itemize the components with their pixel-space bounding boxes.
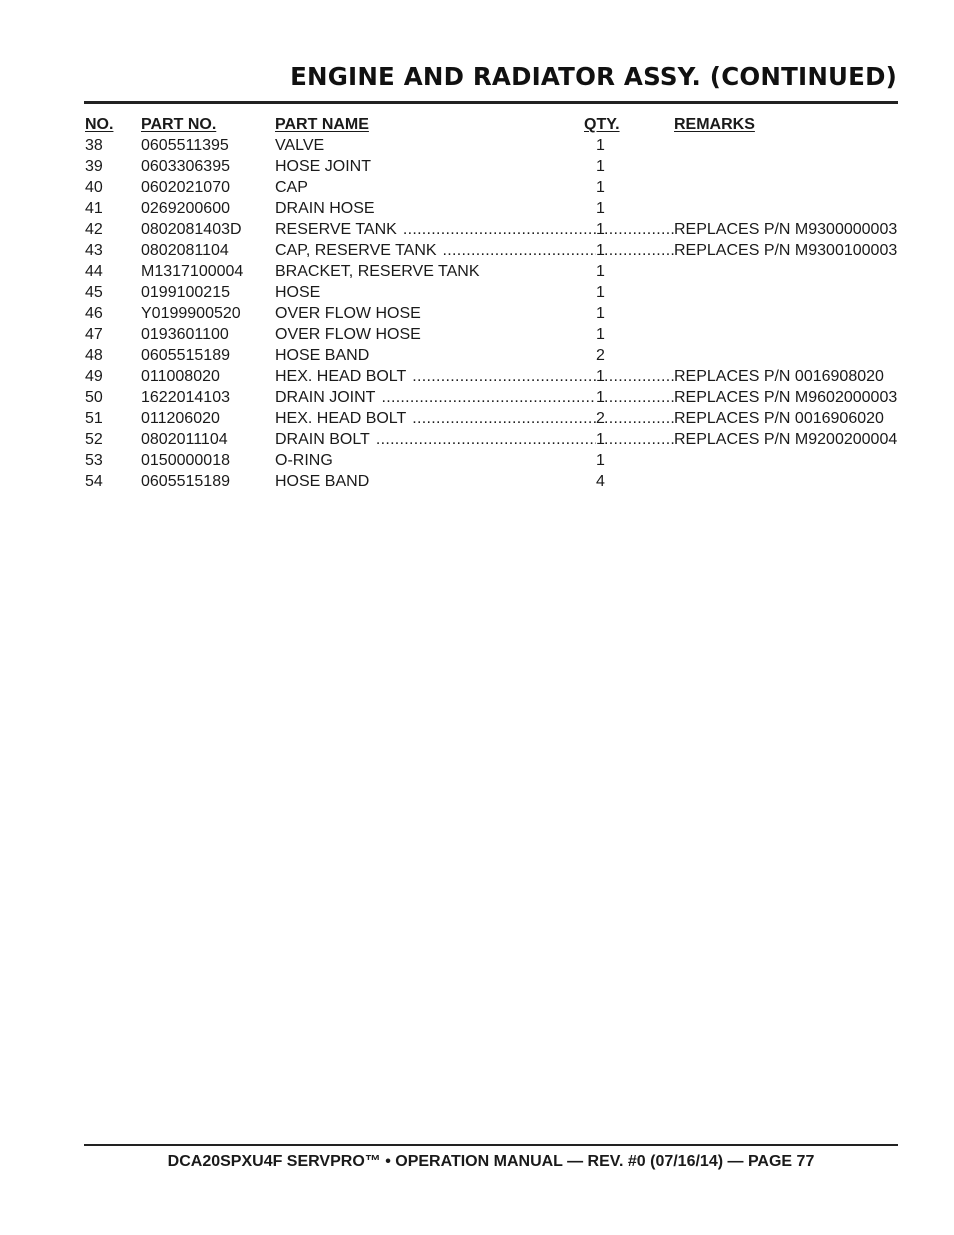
- row-no: 49: [85, 368, 103, 385]
- header-part-no: PART NO.: [141, 116, 217, 133]
- dot-leader: [604, 366, 674, 387]
- row-no: 48: [85, 347, 103, 364]
- row-remarks: REPLACES P/N M9300100003: [674, 242, 898, 259]
- row-qty: 1: [596, 389, 605, 406]
- row-part-no: 0605515189: [141, 347, 230, 364]
- header-remarks: REMARKS: [674, 116, 755, 133]
- row-part-name: HEX. HEAD BOLT: [275, 368, 407, 385]
- row-part-name: O-RING: [275, 452, 333, 469]
- row-part-name: DRAIN JOINT: [275, 389, 376, 406]
- row-qty: 1: [596, 305, 605, 322]
- row-no: 38: [85, 137, 103, 154]
- row-part-name: RESERVE TANK: [275, 221, 397, 238]
- row-part-name-leader: [275, 366, 596, 387]
- header-qty: QTY.: [584, 116, 620, 133]
- row-part-no: 0605511395: [141, 137, 229, 154]
- row-part-no: 011008020: [141, 368, 220, 385]
- header-part-name: PART NAME: [275, 116, 369, 133]
- table-row: [84, 387, 898, 408]
- row-no: 45: [85, 284, 103, 301]
- row-part-no: 0603306395: [141, 158, 230, 175]
- row-no: 46: [85, 305, 103, 322]
- table-row: [84, 471, 898, 492]
- dot-leader: [604, 219, 674, 240]
- row-no: 51: [85, 410, 103, 427]
- row-part-name: DRAIN BOLT: [275, 431, 370, 448]
- dot-leader: [376, 429, 596, 450]
- dot-leader: [443, 240, 596, 261]
- row-part-no: 0150000018: [141, 452, 230, 469]
- row-part-name: DRAIN HOSE: [275, 200, 375, 217]
- row-part-no: 0193601100: [141, 326, 229, 343]
- header-no: NO.: [85, 116, 114, 133]
- row-remarks: REPLACES P/N 0016906020: [674, 410, 884, 427]
- table-row: [84, 135, 898, 156]
- table-row: [84, 198, 898, 219]
- row-part-name: HOSE BAND: [275, 347, 370, 364]
- table-row: [84, 240, 898, 261]
- row-part-name: OVER FLOW HOSE: [275, 326, 421, 343]
- table-header: [84, 114, 898, 135]
- row-no: 53: [85, 452, 103, 469]
- row-no: 54: [85, 473, 103, 490]
- table-row: [84, 429, 898, 450]
- table-row: [84, 366, 898, 387]
- row-part-name: BRACKET, RESERVE TANK: [275, 263, 480, 280]
- table-row: [84, 156, 898, 177]
- table-row: [84, 282, 898, 303]
- row-no: 43: [85, 242, 103, 259]
- row-qty: 1: [596, 263, 605, 280]
- row-part-no: 0602021070: [141, 179, 230, 196]
- table-row: [84, 303, 898, 324]
- row-qty: 1: [596, 452, 605, 469]
- dot-leader: [604, 387, 674, 408]
- row-part-name: HOSE: [275, 284, 321, 301]
- row-no: 42: [85, 221, 103, 238]
- dot-leader: [403, 219, 596, 240]
- table-row: [84, 408, 898, 429]
- row-part-name: CAP: [275, 179, 308, 196]
- row-part-name: CAP, RESERVE TANK: [275, 242, 437, 259]
- row-part-no: M1317100004: [141, 263, 244, 280]
- row-remarks: REPLACES P/N M9602000003: [674, 389, 898, 406]
- row-qty: 1: [596, 242, 605, 259]
- title-rule: [84, 101, 898, 104]
- row-qty: 1: [596, 431, 605, 448]
- table-body: [84, 135, 898, 492]
- row-part-name-leader: [275, 408, 596, 429]
- row-part-no: Y0199900520: [141, 305, 241, 322]
- row-part-no: 0269200600: [141, 200, 230, 217]
- row-no: 44: [85, 263, 103, 280]
- row-part-name-leader: [275, 387, 596, 408]
- row-part-no: 1622014103: [141, 389, 230, 406]
- row-part-name: HOSE BAND: [275, 473, 370, 490]
- row-qty: 1: [596, 158, 605, 175]
- row-qty: 2: [596, 347, 605, 364]
- row-remarks: REPLACES P/N M9200200004: [674, 431, 898, 448]
- row-part-name-leader: [275, 219, 596, 240]
- table-row: [84, 450, 898, 471]
- row-no: 40: [85, 179, 103, 196]
- dot-leader: [604, 429, 674, 450]
- row-part-name: HEX. HEAD BOLT: [275, 410, 407, 427]
- table-row: [84, 219, 898, 240]
- row-remarks: REPLACES P/N 0016908020: [674, 368, 884, 385]
- row-qty: 1: [596, 179, 605, 196]
- row-part-name-leader: [275, 240, 596, 261]
- row-remarks: REPLACES P/N M9300000003: [674, 221, 898, 238]
- page-title: ENGINE AND RADIATOR ASSY. (CONTINUED): [290, 62, 897, 91]
- row-part-name: OVER FLOW HOSE: [275, 305, 421, 322]
- row-qty: 1: [596, 326, 605, 343]
- dot-leader: [412, 408, 596, 429]
- row-part-no: 0802011104: [141, 431, 228, 448]
- row-qty: 4: [596, 473, 605, 490]
- row-qty: 1: [596, 221, 605, 238]
- row-no: 39: [85, 158, 103, 175]
- row-part-no: 0199100215: [141, 284, 230, 301]
- row-no: 50: [85, 389, 103, 406]
- dot-leader: [381, 387, 596, 408]
- table-row: [84, 177, 898, 198]
- parts-table: [84, 114, 898, 492]
- footer-rule: [84, 1144, 898, 1146]
- dot-leader: [604, 408, 674, 429]
- row-part-no: 011206020: [141, 410, 220, 427]
- table-row: [84, 324, 898, 345]
- row-qty: 1: [596, 284, 605, 301]
- row-no: 47: [85, 326, 103, 343]
- row-qty: 1: [596, 137, 605, 154]
- row-qty: 1: [596, 368, 605, 385]
- row-no: 52: [85, 431, 103, 448]
- dot-leader: [412, 366, 596, 387]
- row-part-no: 0802081104: [141, 242, 229, 259]
- row-part-name: VALVE: [275, 137, 325, 154]
- row-part-no: 0605515189: [141, 473, 230, 490]
- page-footer: DCA20SPXU4F SERVPRO™ • OPERATION MANUAL — REV. #0 (07/16/14) — PAGE 77: [167, 1153, 815, 1170]
- table-row: [84, 261, 898, 282]
- row-part-name-leader: [275, 429, 596, 450]
- row-part-name: HOSE JOINT: [275, 158, 372, 175]
- row-no: 41: [85, 200, 103, 217]
- table-row: [84, 345, 898, 366]
- row-qty: 1: [596, 200, 605, 217]
- row-part-no: 0802081403D: [141, 221, 242, 238]
- dot-leader: [604, 240, 674, 261]
- row-qty: 2: [596, 410, 605, 427]
